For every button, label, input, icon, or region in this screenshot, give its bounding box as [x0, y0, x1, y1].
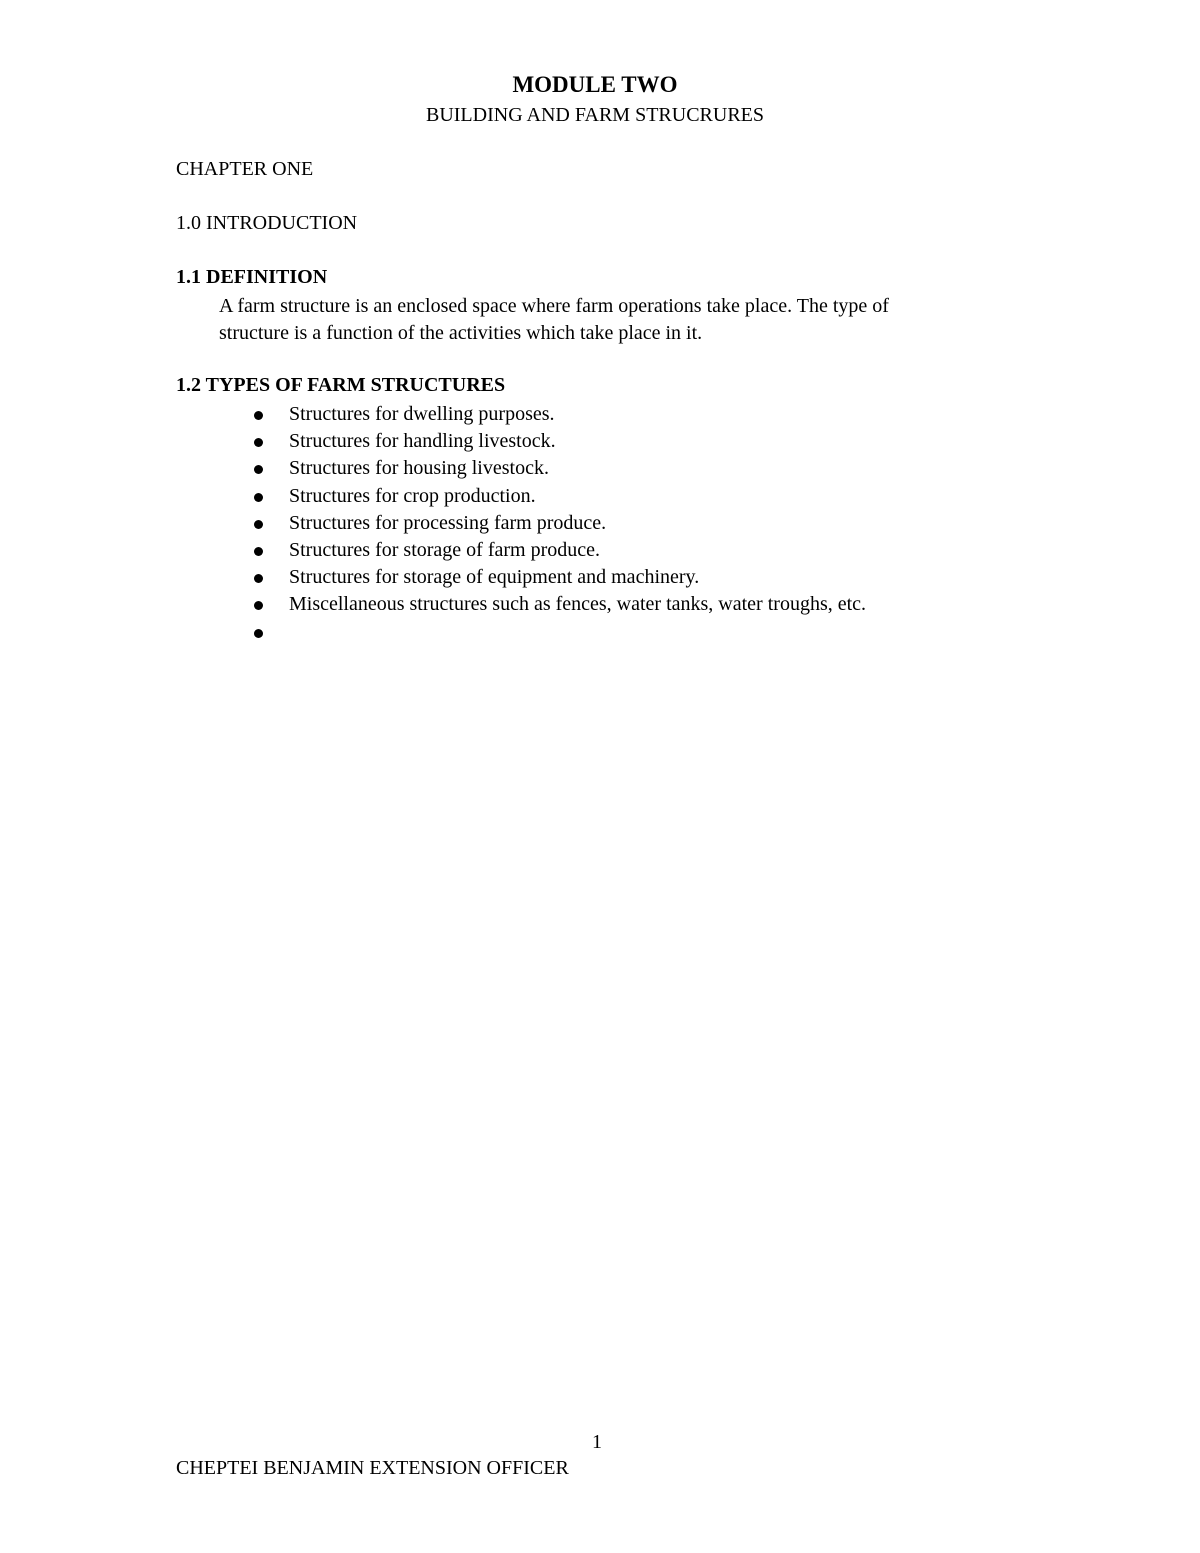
- introduction-heading: 1.0 INTRODUCTION: [176, 212, 358, 234]
- list-item-text: Structures for processing farm produce.: [289, 511, 607, 534]
- bullet-icon: [254, 493, 263, 502]
- list-item-text: Structures for crop production.: [289, 484, 536, 507]
- bullet-icon: [254, 547, 263, 556]
- list-item-text: Structures for storage of equipment and machinery.: [289, 566, 700, 589]
- definition-paragraph: [219, 293, 1049, 347]
- definition-heading: 1.1 DEFINITION: [176, 266, 328, 288]
- bullet-icon: [254, 411, 263, 420]
- bullet-icon: [254, 629, 263, 638]
- module-subtitle: BUILDING AND FARM STRUCRURES: [425, 104, 764, 126]
- module-title: MODULE TWO: [512, 72, 678, 97]
- list-item-text: Structures for housing livestock.: [289, 457, 549, 480]
- bullet-icon: [254, 465, 263, 474]
- list-item-text: Structures for dwelling purposes.: [289, 403, 555, 425]
- list-item-text: Structures for storage of farm produce.: [289, 538, 600, 561]
- definition-line: structure is a function of the activities which take place in it.: [219, 322, 703, 344]
- definition-line: A farm structure is an enclosed space where farm operations take place. The type of: [219, 295, 889, 317]
- page-number: 1: [592, 1431, 602, 1453]
- chapter-heading: CHAPTER ONE: [176, 158, 314, 180]
- bullet-icon: [254, 520, 263, 529]
- bullet-icon: [254, 574, 263, 583]
- types-heading: 1.2 TYPES OF FARM STRUCTURES: [176, 374, 506, 396]
- list-item-text: Structures for handling livestock.: [289, 430, 556, 453]
- bullet-icon: [254, 438, 263, 447]
- list-item-text: Miscellaneous structures such as fences, water tanks, water troughs, etc.: [289, 593, 867, 616]
- bullet-icon: [254, 601, 263, 610]
- page-footer: CHEPTEI BENJAMIN EXTENSION OFFICER: [176, 1457, 569, 1479]
